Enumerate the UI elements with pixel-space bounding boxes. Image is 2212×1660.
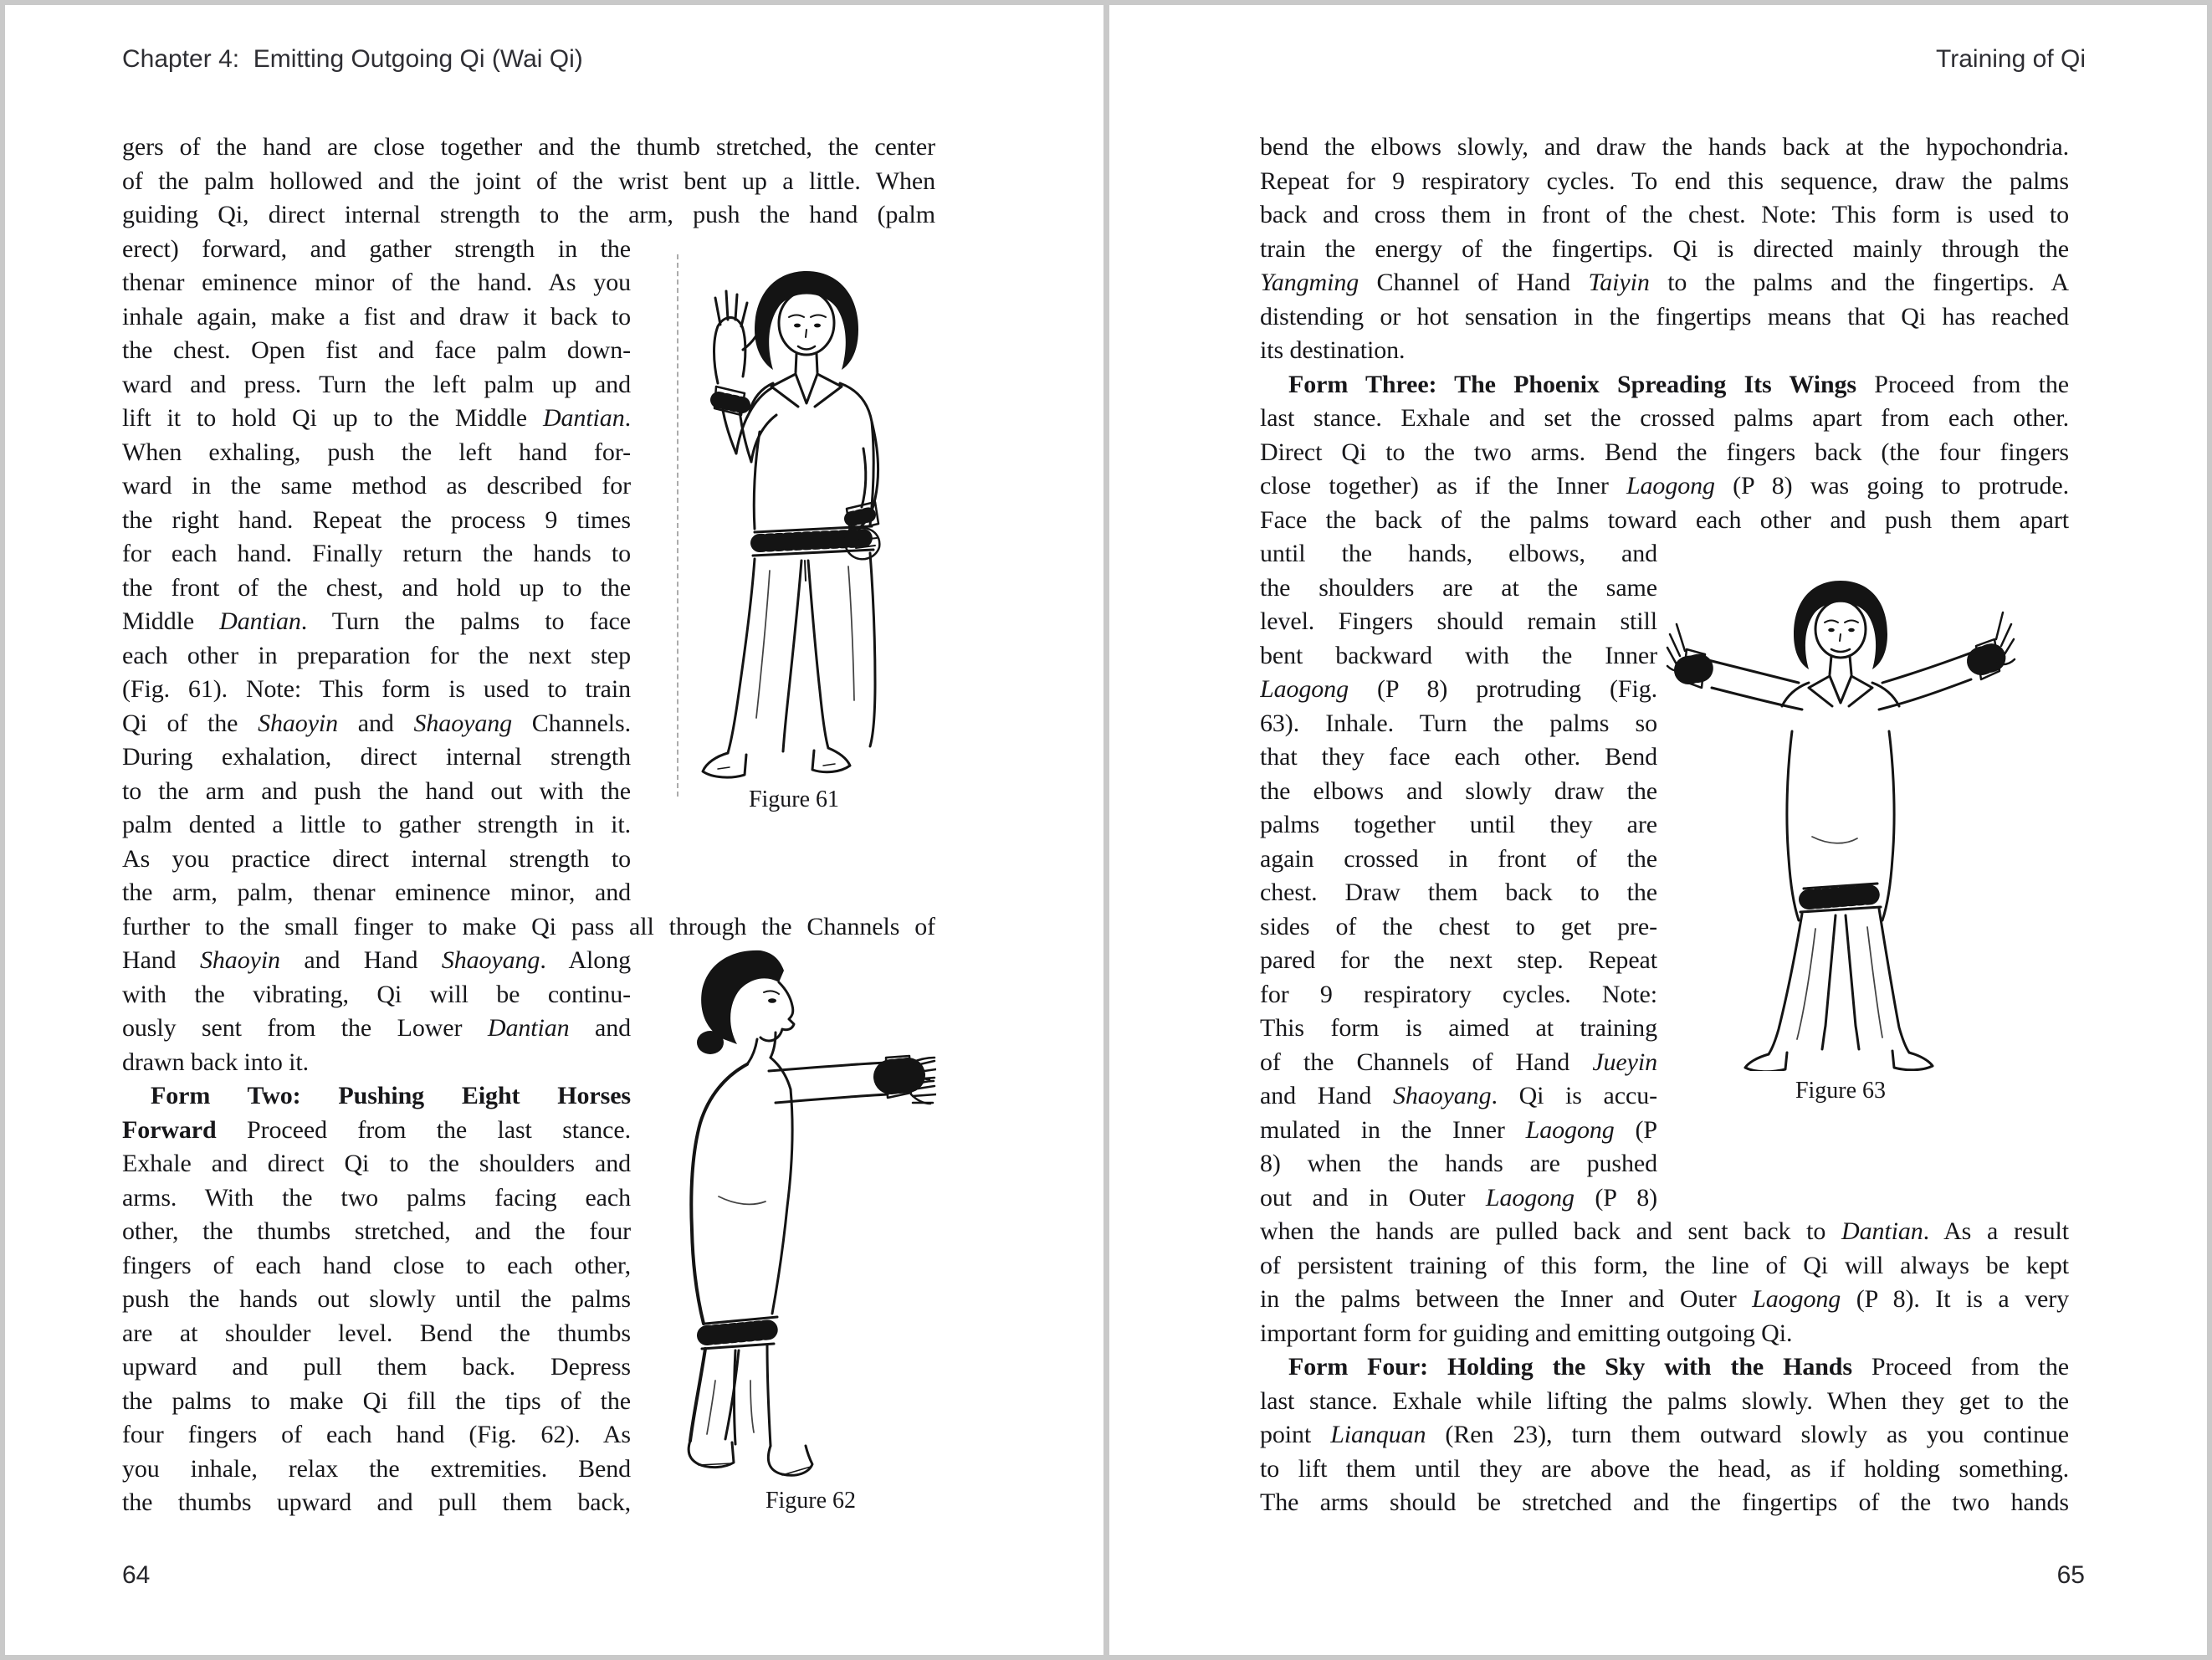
running-head-left: Chapter 4: Emitting Outgoing Qi (Wai Qi)	[122, 45, 583, 73]
text-line: Forward Proceed from the last stance.	[122, 1115, 631, 1144]
text-line: (Fig. 61). Note: This form is used to train	[122, 675, 631, 703]
text-line: the right hand. Repeat the process 9 times	[122, 505, 631, 534]
figure-61-illustration	[681, 253, 907, 780]
page-right	[1109, 5, 2207, 1655]
text-line: of persistent training of this form, the line of Qi will always be kept	[1260, 1251, 2069, 1279]
text-line: gers of the hand are close together and the thumb stretched, the center	[122, 133, 935, 161]
text-line: the chest. Open fist and face palm down-	[122, 336, 631, 364]
text-line: lift it to hold Qi up to the Middle Dantian.	[122, 404, 631, 432]
scan-artifact-dashed-line	[677, 254, 678, 797]
text-line: close together) as if the Inner Laogong (P 8) was going to protrude.	[1260, 472, 2069, 500]
text-line: with the vibrating, Qi will be continu-	[122, 980, 631, 1008]
text-line: ously sent from the Lower Dantian and	[122, 1014, 631, 1042]
text-line: the front of the chest, and hold up to the	[122, 573, 631, 602]
figure-61-caption: Figure 61	[748, 786, 840, 812]
text-line: drawn back into it.	[122, 1048, 310, 1076]
text-line: four fingers of each hand (Fig. 62). As	[122, 1421, 631, 1448]
text-line: guiding Qi, direct internal strength to the arm, push the hand (palm	[122, 201, 935, 228]
figure-62-caption: Figure 62	[765, 1488, 857, 1514]
text-line: The arms should be stretched and the fingertips of the two hands	[1260, 1488, 2069, 1516]
text-line: level. Fingers should remain still	[1260, 607, 1657, 635]
text-line: sides of the chest to get pre-	[1260, 912, 1657, 940]
text-line: and Hand Shaoyang. Qi is accu-	[1260, 1082, 1657, 1109]
text-line: other, the thumbs stretched, and the four	[122, 1217, 631, 1245]
text-line: when the hands are pulled back and sent back to Dantian. As a result	[1260, 1217, 2069, 1245]
page-number-right: 65	[2056, 1561, 2085, 1589]
text-line: out and in Outer Laogong (P 8)	[1260, 1183, 1657, 1212]
text-line: important form for guiding and emitting outgoing Qi.	[1260, 1319, 1793, 1347]
text-line: are at shoulder level. Bend the thumbs	[122, 1319, 631, 1347]
text-line: its destination.	[1260, 336, 1406, 364]
text-line: mulated in the Inner Laogong (P	[1260, 1115, 1657, 1144]
text-line: the palms to make Qi fill the tips of the	[122, 1386, 631, 1415]
figure-63-illustration	[1665, 561, 2016, 1071]
text-line: distending or hot sensation in the fingertips means that Qi has reached	[1260, 302, 2069, 330]
text-line: last stance. Exhale and set the crossed palms apart from each other.	[1260, 404, 2069, 432]
text-line: chest. Draw them back to the	[1260, 879, 1657, 906]
text-line: Face the back of the palms toward each other and push them apart	[1260, 505, 2069, 534]
text-line: Hand Shaoyin and Hand Shaoyang. Along	[122, 946, 631, 974]
text-line: the elbows and slowly draw the	[1260, 776, 1657, 805]
text-line: Yangming Channel of Hand Taiyin to the palms and the fingertips. A	[1260, 269, 2069, 296]
text-line: Repeat for 9 respiratory cycles. To end this sequence, draw the palms	[1260, 167, 2069, 195]
text-line: further to the small finger to make Qi pass all through the Channels of	[122, 912, 935, 940]
running-head-right: Training of Qi	[1936, 45, 2086, 73]
text-line: Form Three: The Phoenix Spreading Its Wings Proceed from the	[1288, 370, 2069, 398]
text-line: fingers of each hand close to each other,	[122, 1251, 631, 1279]
text-line: Form Two: Pushing Eight Horses	[151, 1082, 631, 1109]
figure-62-illustration	[685, 945, 936, 1481]
text-line: the shoulders are at the same	[1260, 573, 1657, 602]
text-line: to the arm and push the hand out with the	[122, 776, 631, 805]
text-line: bend the elbows slowly, and draw the hands back at the hypochondria.	[1260, 133, 2069, 161]
text-line: push the hands out slowly until the palms	[122, 1285, 631, 1313]
figure-61	[681, 253, 907, 813]
text-line: arms. With the two palms facing each	[122, 1183, 631, 1212]
text-line: point Lianquan (Ren 23), turn them outward slowly as you continue	[1260, 1421, 2069, 1448]
text-line: in the palms between the Inner and Outer Laogong (P 8). It is a very	[1260, 1285, 2069, 1313]
text-line: the arm, palm, thenar eminence minor, and	[122, 879, 631, 906]
text-line: again crossed in front of the	[1260, 844, 1657, 873]
text-line: for each hand. Finally return the hands to	[122, 540, 631, 567]
text-line: train the energy of the fingertips. Qi is directed mainly through the	[1260, 234, 2069, 263]
text-line: Exhale and direct Qi to the shoulders and	[122, 1150, 631, 1177]
text-line: bent backward with the Inner	[1260, 641, 1657, 669]
figure-63	[1665, 561, 2016, 1104]
text-line: ward and press. Turn the left palm up and	[122, 370, 631, 398]
page-divider	[1103, 5, 1109, 1655]
text-line: 8) when the hands are pushed	[1260, 1150, 1657, 1177]
text-line: for 9 respiratory cycles. Note:	[1260, 980, 1657, 1008]
text-line: During exhalation, direct internal strength	[122, 743, 631, 771]
text-line: Qi of the Shaoyin and Shaoyang Channels.	[122, 709, 631, 737]
text-line: last stance. Exhale while lifting the palms slowly. When they get to the	[1260, 1386, 2069, 1415]
text-line: As you practice direct internal strength to	[122, 844, 631, 873]
page-left	[5, 5, 1103, 1655]
text-line: Form Four: Holding the Sky with the Hands Proceed from the	[1288, 1353, 2069, 1381]
figure-63-caption: Figure 63	[1795, 1078, 1887, 1104]
text-line: Middle Dantian. Turn the palms to face	[122, 607, 631, 635]
text-line: erect) forward, and gather strength in the	[122, 234, 631, 263]
text-line: that they face each other. Bend	[1260, 743, 1657, 771]
text-line: each other in preparation for the next step	[122, 641, 631, 669]
text-line: you inhale, relax the extremities. Bend	[122, 1454, 631, 1483]
text-line: pared for the next step. Repeat	[1260, 946, 1657, 974]
text-line: inhale again, make a fist and draw it back to	[122, 302, 631, 330]
text-line: This form is aimed at training	[1260, 1014, 1657, 1042]
text-line: When exhaling, push the left hand for-	[122, 438, 631, 466]
text-line: until the hands, elbows, and	[1260, 540, 1657, 567]
text-line: of the palm hollowed and the joint of the wrist bent up a little. When	[122, 167, 935, 195]
figure-62	[685, 945, 936, 1514]
text-line: palms together until they are	[1260, 811, 1657, 838]
text-line: ward in the same method as described for	[122, 472, 631, 500]
text-line: back and cross them in front of the chest. Note: This form is used to	[1260, 201, 2069, 228]
text-line: Laogong (P 8) protruding (Fig.	[1260, 675, 1657, 703]
page-number-left: 64	[122, 1561, 151, 1589]
text-line: Direct Qi to the two arms. Bend the fingers back (the four fingers	[1260, 438, 2069, 466]
text-line: thenar eminence minor of the hand. As you	[122, 269, 631, 296]
text-line: palm dented a little to gather strength in it.	[122, 811, 631, 838]
text-line: the thumbs upward and pull them back,	[122, 1488, 631, 1516]
text-line: 63). Inhale. Turn the palms so	[1260, 709, 1657, 737]
text-line: to lift them until they are above the head, as if holding something.	[1260, 1454, 2069, 1483]
text-line: of the Channels of Hand Jueyin	[1260, 1048, 1657, 1076]
text-line: upward and pull them back. Depress	[122, 1353, 631, 1381]
